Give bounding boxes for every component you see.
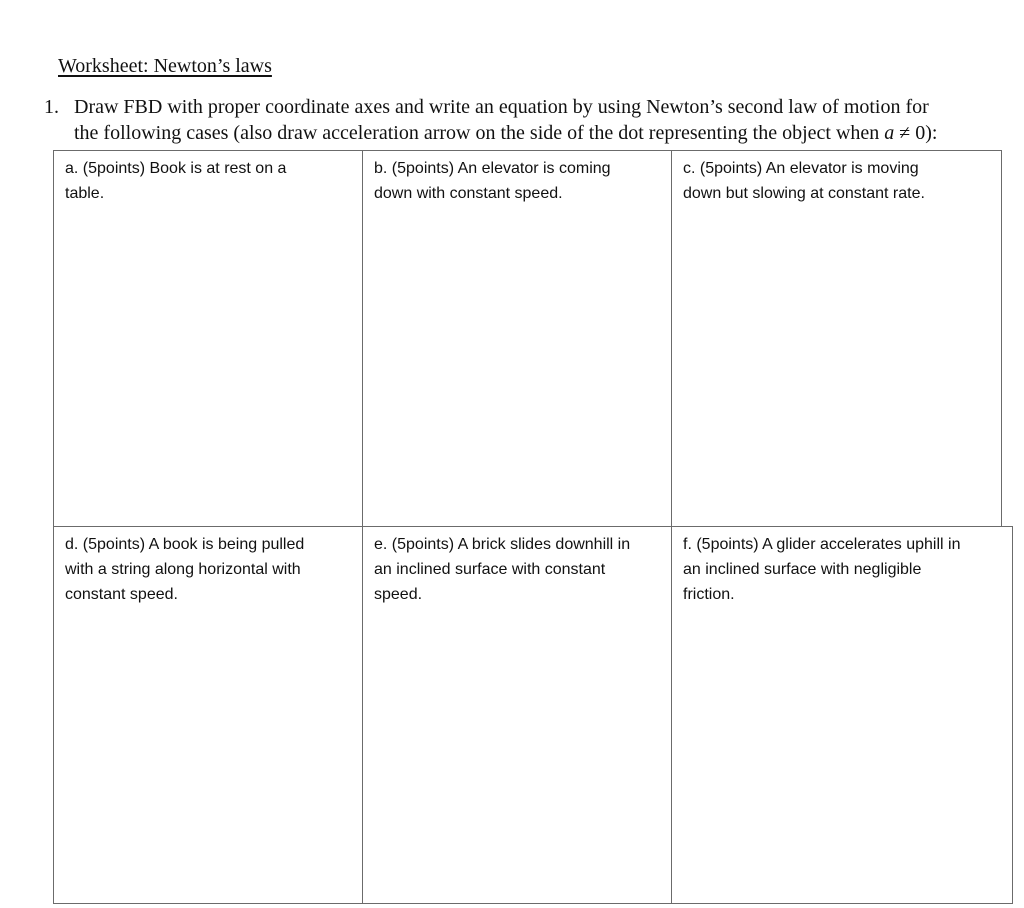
case-d-line-3: constant speed. xyxy=(65,586,178,603)
question-text xyxy=(74,94,1004,146)
case-f-line-3: friction. xyxy=(683,586,735,603)
case-d-box[interactable] xyxy=(53,526,363,904)
question-line-2-start: the following cases (also draw acceleration arrow on the side of the dot representing the object when xyxy=(74,122,885,144)
case-b-box[interactable] xyxy=(362,150,672,527)
case-e-box[interactable] xyxy=(362,526,672,904)
case-d-line-2: with a string along horizontal with xyxy=(65,561,301,578)
question-line-2 xyxy=(74,120,1004,146)
case-f-box[interactable] xyxy=(671,526,1013,904)
case-c-box[interactable] xyxy=(671,150,1002,527)
acceleration-variable: a xyxy=(884,122,895,144)
case-c-line-2: down but slowing at constant rate. xyxy=(683,185,925,202)
case-e-line-3: speed. xyxy=(374,586,423,603)
case-e-line-1: e. (5points) A brick slides downhill in xyxy=(374,536,631,553)
case-a-box[interactable] xyxy=(53,150,363,527)
worksheet-title: Worksheet: Newton’s laws xyxy=(58,55,272,77)
case-d-line-1: d. (5points) A book is being pulled xyxy=(65,536,305,553)
question-line-1: Draw FBD with proper coordinate axes and write an equation by using Newton’s second law of motion for xyxy=(74,96,929,118)
case-f-line-1: f. (5points) A glider accelerates uphill in xyxy=(683,536,961,553)
question-line-2-end: ≠ 0): xyxy=(894,122,938,144)
case-f-line-2: an inclined surface with negligible xyxy=(683,561,922,578)
question-number: 1. xyxy=(44,96,59,118)
case-b-line-2: down with constant speed. xyxy=(374,185,563,202)
case-a-line-1: a. (5points) Book is at rest on a xyxy=(65,160,287,177)
case-b-line-1: b. (5points) An elevator is coming xyxy=(374,160,611,177)
case-c-line-1: c. (5points) An elevator is moving xyxy=(683,160,919,177)
case-a-line-2: table. xyxy=(65,185,105,202)
case-e-line-2: an inclined surface with constant xyxy=(374,561,606,578)
